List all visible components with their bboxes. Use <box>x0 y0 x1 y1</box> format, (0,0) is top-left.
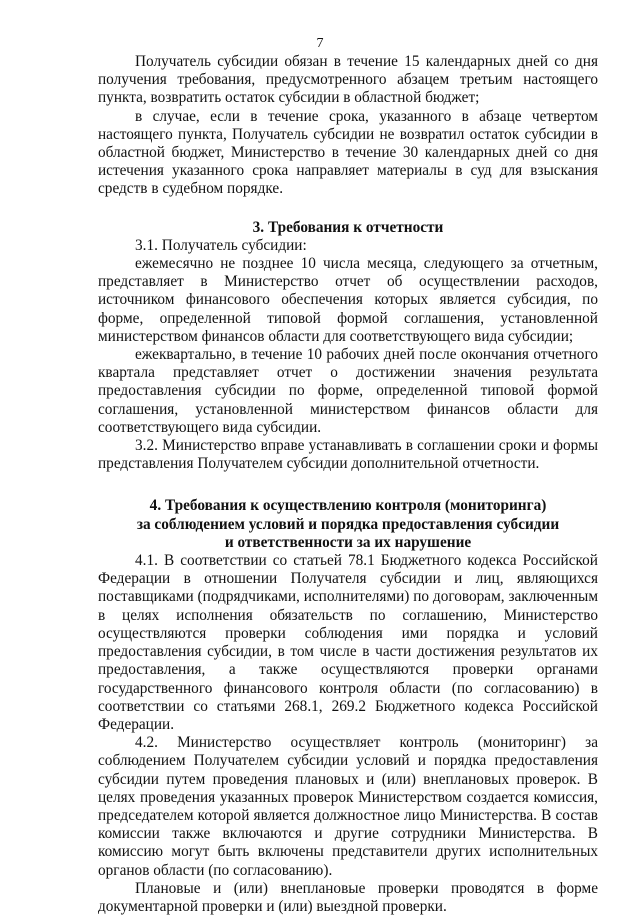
paragraph: ежеквартально, в течение 10 рабочих дней после окончания отчетного квартала представляет отчет о достижении значения результата предоставления субсидии по форме, определенной типовой формой соглашения, установленной министерством финансов области для соответствующего вида субсидии. <box>98 346 598 436</box>
section-heading-4-line3: и ответственности за их нарушение <box>224 533 472 551</box>
document-body <box>98 53 598 916</box>
paragraph: 4.1. В соответствии со статьей 78.1 Бюджетного кодекса Российской Федерации в отношении Получателя субсидии и лиц, являющихся поставщиками (подрядчиками, исполнителями) по договорам, заключенным в целях исполнения обязательств по соглашению, Министерство осуществляются проверки соблюдения ими порядка и условий предоставления субсидии, в том числе в части достижения результатов их предоставления, а также осуществляются проверки органами государственного финансового контроля области (по согласованию) в соответствии со статьями 268.1, 269.2 Бюджетного кодекса Российской Федерации. <box>98 552 598 733</box>
paragraph: 3.1. Получатель субсидии: <box>135 236 307 254</box>
paragraph: 4.2. Министерство осуществляет контроль (мониторинг) за соблюдением Получателем субсидии условий и порядка предоставления субсидии путем проведения плановых и (или) внеплановых проверок. В целях проведения указанных проверок Министерством создается комиссия, председателем которой является должностное лицо Министерства. В состав комиссии также включаются и другие сотрудники Министерства. В комиссию могут быть включены представители других исполнительных органов области (по согласованию). <box>98 734 598 879</box>
paragraph: Получатель субсидии обязан в течение 15 календарных дней со дня получения требования, предусмотренного абзацем третьим настоящего пункта, возвратить остаток субсидии в областной бюджет; <box>98 53 598 107</box>
paragraph: в случае, если в течение срока, указанного в абзаце четвертом настоящего пункта, Получатель субсидии не возвратил остаток субсидии в областной бюджет, Министерство в течение 30 календарных дней со дня истечения указанного срока направляет материалы в суд для взыскания средств в судебном порядке. <box>98 107 598 198</box>
page-number: 7 <box>316 36 324 51</box>
paragraph: ежемесячно не позднее 10 числа месяца, следующего за отчетным, представляет в Министерство отчет об осуществлении расходов, источником финансового обеспечения которых является субсидия, по форме, определенной типовой формой соглашения, установленной министерством финансов области для соответствующего вида субсидии; <box>98 255 598 345</box>
section-heading-3: 3. Требования к отчетности <box>252 218 444 236</box>
section-heading-4-line2: за соблюдением условий и порядка предоставления субсидии <box>136 515 560 533</box>
paragraph: 3.2. Министерство вправе устанавливать в соглашении сроки и формы представления Получателем субсидии дополнительной отчетности. <box>98 437 598 473</box>
section-heading-4-line1: 4. Требования к осуществлению контроля (мониторинга) <box>149 497 547 515</box>
paragraph: Плановые и (или) внеплановые проверки проводятся в форме документарной проверки и (или) выездной проверки. <box>98 879 598 915</box>
